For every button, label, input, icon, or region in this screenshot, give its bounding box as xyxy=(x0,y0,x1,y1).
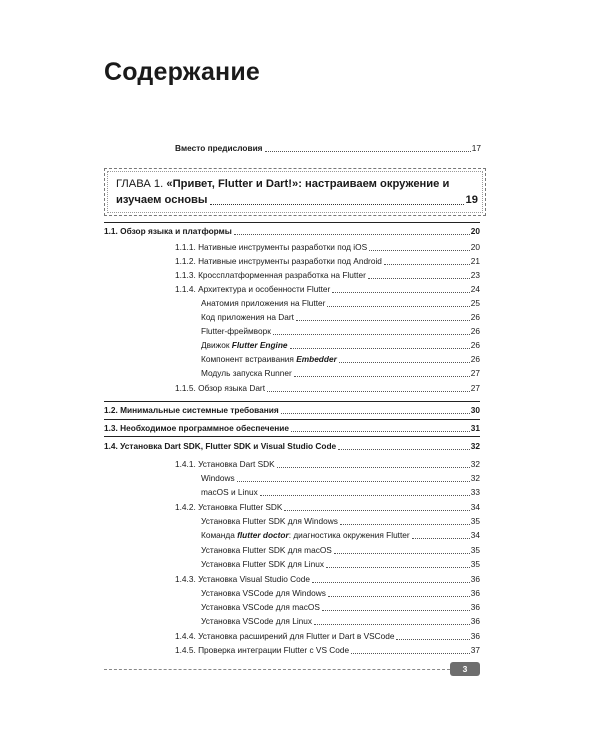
toc-entry[interactable] xyxy=(201,473,480,484)
toc-entry[interactable] xyxy=(201,588,480,599)
leader-dots xyxy=(237,480,470,482)
toc-entry-page: 23 xyxy=(470,270,480,280)
label-text: : диагностика окружения Flutter xyxy=(288,530,410,540)
toc-entry-page: 24 xyxy=(470,284,480,294)
label-text: Движок xyxy=(201,340,232,350)
toc-entry-preface[interactable] xyxy=(175,143,481,154)
toc-entry[interactable] xyxy=(175,383,480,394)
toc-entry-label: Windows xyxy=(201,473,235,483)
chapter-title-line1: «Привет, Flutter и Dart!»: настраиваем окружение и xyxy=(166,178,450,190)
toc-entry-page: 36 xyxy=(470,602,480,612)
toc-entry[interactable] xyxy=(175,242,480,253)
toc-entry-page: 34 xyxy=(470,502,480,512)
label-emphasis: flutter doctor xyxy=(237,530,289,540)
section-divider xyxy=(104,436,480,437)
toc-entry-page: 30 xyxy=(470,405,480,415)
leader-dots xyxy=(396,638,469,640)
toc-entry-label: Модуль запуска Runner xyxy=(201,368,292,378)
toc-entry-label xyxy=(201,530,410,541)
label-emphasis: Embedder xyxy=(296,354,337,364)
toc-entry[interactable] xyxy=(201,340,480,351)
toc-entry[interactable] xyxy=(201,368,480,379)
toc-entry-label: Вместо предисловия xyxy=(175,143,263,153)
toc-entry-label: Анатомия приложения на Flutter xyxy=(201,298,326,308)
toc-entry[interactable] xyxy=(201,559,480,570)
chapter-page: 19 xyxy=(465,194,478,206)
toc-entry-label: 1.2. Минимальные системные требования xyxy=(104,405,279,415)
leader-dots xyxy=(290,347,470,349)
leader-dots xyxy=(277,466,470,468)
leader-dots xyxy=(332,291,469,293)
toc-entry-label: 1.1. Обзор языка и платформы xyxy=(104,226,232,236)
section-divider xyxy=(104,419,480,420)
toc-entry-page: 34 xyxy=(470,530,480,540)
toc-entry-label: Flutter-фреймворк xyxy=(201,326,271,336)
toc-entry-label xyxy=(201,354,337,365)
leader-dots xyxy=(291,430,470,432)
toc-entry-label: 1.3. Необходимое программное обеспечение xyxy=(104,423,289,433)
toc-entry-page: 27 xyxy=(470,368,480,378)
leader-dots xyxy=(210,203,464,205)
leader-dots xyxy=(412,537,470,539)
toc-entry-page: 36 xyxy=(470,631,480,641)
toc-entry[interactable] xyxy=(175,631,480,642)
leader-dots xyxy=(294,375,470,377)
leader-dots xyxy=(281,412,470,414)
leader-dots xyxy=(314,623,470,625)
leader-dots xyxy=(368,277,470,279)
toc-entry[interactable] xyxy=(201,298,480,309)
toc-entry[interactable] xyxy=(104,441,480,452)
toc-entry-label: Установка VSCode для Windows xyxy=(201,588,326,598)
toc-entry[interactable] xyxy=(175,256,480,267)
toc-entry[interactable] xyxy=(201,354,480,365)
toc-entry[interactable] xyxy=(175,270,480,281)
toc-entry-label xyxy=(201,340,288,351)
leader-dots xyxy=(267,390,470,392)
leader-dots xyxy=(296,319,470,321)
chapter-heading xyxy=(116,176,478,208)
toc-entry[interactable] xyxy=(201,530,480,541)
toc-entry-page: 36 xyxy=(470,574,480,584)
leader-dots xyxy=(384,263,470,265)
leader-dots xyxy=(326,566,470,568)
leader-dots xyxy=(312,581,470,583)
leader-dots xyxy=(351,652,470,654)
toc-entry[interactable] xyxy=(201,487,480,498)
leader-dots xyxy=(328,595,470,597)
toc-entry-page: 26 xyxy=(470,326,480,336)
toc-entry-page: 20 xyxy=(470,242,480,252)
toc-entry-label: Установка VSCode для Linux xyxy=(201,616,313,626)
chapter-heading-box[interactable] xyxy=(104,168,486,216)
toc-entry-label: 1.4.3. Установка Visual Studio Code xyxy=(175,574,311,584)
toc-entry-label: Код приложения на Dart xyxy=(201,312,294,322)
section-divider xyxy=(104,222,480,223)
leader-dots xyxy=(322,609,470,611)
toc-entry-label: 1.4.1. Установка Dart SDK xyxy=(175,459,275,469)
toc-entry-page: 36 xyxy=(470,616,480,626)
toc-entry[interactable] xyxy=(201,602,480,613)
leader-dots xyxy=(327,305,469,307)
footer-divider xyxy=(104,669,450,670)
chapter-title-line2: изучаем основы xyxy=(116,194,208,206)
toc-entry[interactable] xyxy=(104,423,480,434)
toc-entry-label: 1.1.4. Архитектура и особенности Flutter xyxy=(175,284,331,294)
leader-dots xyxy=(334,552,470,554)
toc-entry-label: 1.1.1. Нативные инструменты разработки под iOS xyxy=(175,242,368,252)
label-text: Команда xyxy=(201,530,238,540)
toc-entry-page: 26 xyxy=(470,340,480,350)
toc-entry-label: 1.4. Установка Dart SDK, Flutter SDK и Visual Studio Code xyxy=(104,441,337,451)
toc-entry-page: 35 xyxy=(470,545,480,555)
toc-entry[interactable] xyxy=(104,405,480,416)
toc-entry-page: 35 xyxy=(470,559,480,569)
toc-entry[interactable] xyxy=(175,574,480,585)
toc-entry-page: 37 xyxy=(470,645,480,655)
toc-entry-label: 1.1.2. Нативные инструменты разработки под Android xyxy=(175,256,382,266)
toc-entry-page: 31 xyxy=(470,423,480,433)
toc-entry-page: 27 xyxy=(470,383,480,393)
toc-entry[interactable] xyxy=(175,284,480,295)
toc-entry-page: 33 xyxy=(470,487,480,497)
page-title: Содержание xyxy=(104,58,261,86)
toc-entry-label: Установка VSCode для macOS xyxy=(201,602,320,612)
toc-entry-page: 32 xyxy=(470,459,480,469)
toc-entry[interactable] xyxy=(201,312,480,323)
section-divider xyxy=(104,401,480,402)
toc-entry[interactable] xyxy=(175,459,480,470)
toc-entry-label: 1.1.3. Кроссплатформенная разработка на Flutter xyxy=(175,270,366,280)
toc-entry[interactable] xyxy=(175,502,480,513)
toc-entry-page: 17 xyxy=(471,143,481,153)
toc-entry-label: Установка Flutter SDK для Linux xyxy=(201,559,325,569)
leader-dots xyxy=(284,509,469,511)
toc-entry-label: macOS и Linux xyxy=(201,487,258,497)
toc-entry-page: 26 xyxy=(470,354,480,364)
leader-dots xyxy=(339,361,470,363)
toc-entry-label: 1.4.2. Установка Flutter SDK xyxy=(175,502,283,512)
leader-dots xyxy=(338,448,470,450)
toc-entry-page: 32 xyxy=(470,441,480,451)
toc-entry-label: Установка Flutter SDK для Windows xyxy=(201,516,338,526)
toc-entry[interactable] xyxy=(201,616,480,627)
toc-entry-label: 1.4.5. Проверка интеграции Flutter с VS Code xyxy=(175,645,350,655)
leader-dots xyxy=(369,249,470,251)
toc-entry[interactable] xyxy=(175,645,480,656)
toc-entry-page: 36 xyxy=(470,588,480,598)
toc-entry[interactable] xyxy=(104,226,480,237)
leader-dots xyxy=(340,523,470,525)
page-number-badge: 3 xyxy=(450,662,480,676)
toc-entry-page: 26 xyxy=(470,312,480,322)
toc-entry[interactable] xyxy=(201,545,480,556)
leader-dots xyxy=(234,233,470,235)
chapter-prefix: ГЛАВА 1. xyxy=(116,178,164,190)
toc-entry-page: 35 xyxy=(470,516,480,526)
toc-entry-label: 1.1.5. Обзор языка Dart xyxy=(175,383,265,393)
leader-dots xyxy=(260,494,470,496)
toc-entry-label: 1.4.4. Установка расширений для Flutter и Dart в VSCode xyxy=(175,631,395,641)
label-emphasis: Flutter Engine xyxy=(231,340,288,350)
label-text: Компонент встраивания xyxy=(201,354,297,364)
toc-entry-label: Установка Flutter SDK для macOS xyxy=(201,545,332,555)
toc-entry-page: 32 xyxy=(470,473,480,483)
leader-dots xyxy=(273,333,470,335)
leader-dots xyxy=(265,150,471,152)
toc-entry-page: 20 xyxy=(470,226,480,236)
toc-entry-page: 25 xyxy=(470,298,480,308)
toc-entry[interactable] xyxy=(201,326,480,337)
toc-entry-page: 21 xyxy=(470,256,480,266)
toc-entry[interactable] xyxy=(201,516,480,527)
